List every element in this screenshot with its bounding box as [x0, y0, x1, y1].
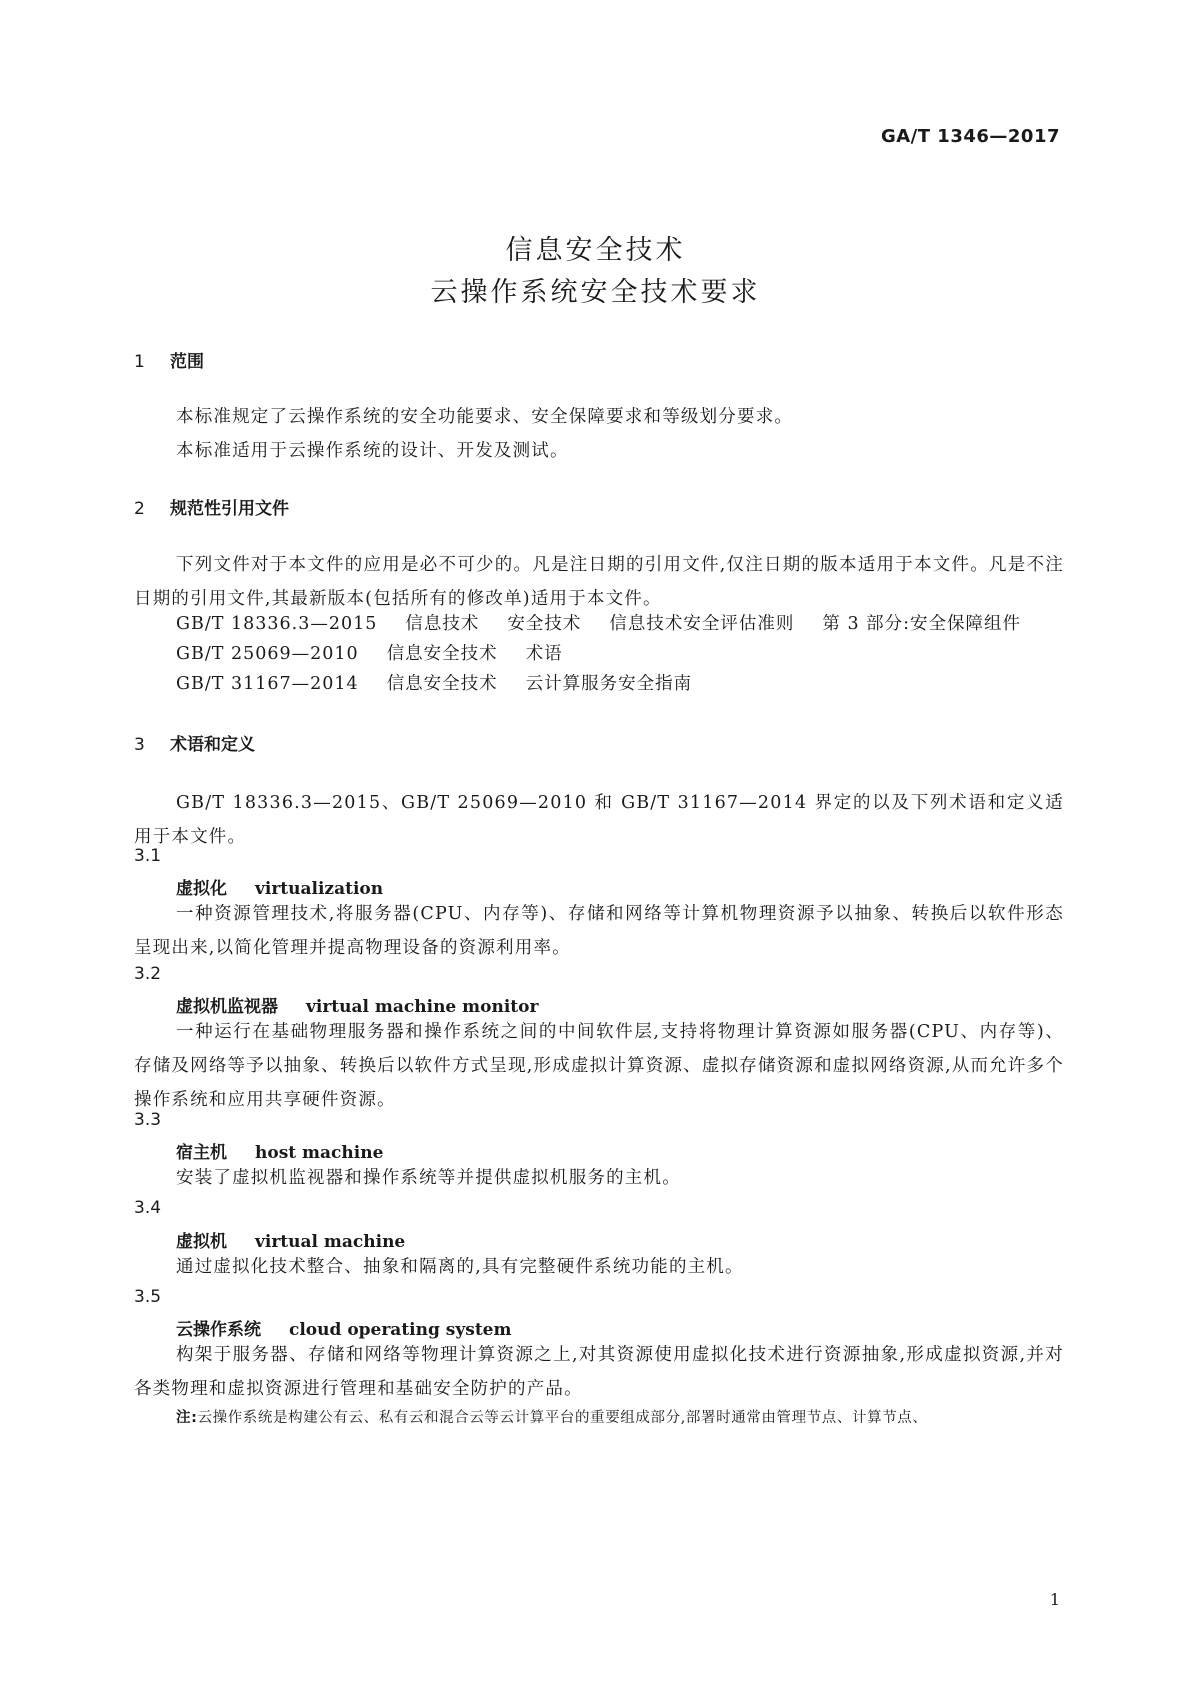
- term-definition: 通过虚拟化技术整合、抽象和隔离的,具有完整硬件系统功能的主机。: [176, 1257, 744, 1277]
- section-1-paragraph-1: 本标准规定了云操作系统的安全功能要求、安全保障要求和等级划分要求。: [176, 407, 794, 427]
- reference-code: GB/T 31167—2014: [176, 674, 359, 694]
- section-1-heading: [134, 347, 204, 372]
- reference-part: 信息技术: [405, 614, 480, 634]
- term-zh: 虚拟化: [176, 879, 227, 899]
- term-en: host machine: [255, 1143, 384, 1163]
- term-number: 3.4: [134, 1198, 162, 1218]
- reference-part: 术语: [525, 644, 563, 664]
- section-2-intro: 下列文件对于本文件的应用是必不可少的。凡是注日期的引用文件,仅注日期的版本适用于本文件。凡是不注日期的引用文件,其最新版本(包括所有的修改单)适用于本文件。: [134, 555, 1064, 609]
- section-2-heading: [134, 494, 289, 519]
- section-3-heading: [134, 730, 255, 755]
- section-number: 1: [134, 352, 145, 372]
- term-zh: 云操作系统: [176, 1320, 261, 1340]
- reference-part: 信息安全技术: [386, 644, 498, 664]
- term-definition: 一种资源管理技术,将服务器(CPU、内存等)、存储和网络等计算机物理资源予以抽象、转换后以软件形态呈现出来,以简化管理并提高物理设备的资源利用率。: [134, 904, 1064, 958]
- reference-part: 安全技术: [507, 614, 582, 634]
- term-heading: [176, 992, 538, 1017]
- document-title-line1: 信息安全技术: [505, 235, 686, 266]
- section-3-intro: GB/T 18336.3—2015、GB/T 25069—2010 和 GB/T 31167—2014 界定的以及下列术语和定义适用于本文件。: [134, 793, 1064, 847]
- reference-code: GB/T 18336.3—2015: [176, 614, 378, 634]
- section-number: 2: [134, 499, 145, 519]
- note: [176, 1406, 928, 1427]
- term-heading: [176, 1227, 405, 1252]
- document-title-line2: 云操作系统安全技术要求: [430, 277, 761, 308]
- term-zh: 虚拟机: [176, 1232, 227, 1252]
- reference-code: GB/T 25069—2010: [176, 644, 359, 664]
- term-definition: 构架于服务器、存储和网络等物理计算资源之上,对其资源使用虚拟化技术进行资源抽象,形成虚拟资源,并对各类物理和虚拟资源进行管理和基础安全防护的产品。: [134, 1345, 1064, 1399]
- term-heading: [176, 1138, 383, 1163]
- term-zh: 宿主机: [176, 1143, 227, 1163]
- term-number: 3.1: [134, 846, 162, 866]
- term-number: 3.3: [134, 1110, 162, 1130]
- standard-code: GA/T 1346—2017: [880, 126, 1060, 147]
- reference-item: [176, 640, 563, 665]
- note-text: 云操作系统是构建公有云、私有云和混合云等云计算平台的重要组成部分,部署时通常由管理节点、计算节点、: [197, 1410, 928, 1426]
- term-en: virtualization: [255, 879, 384, 899]
- term-en: virtual machine monitor: [306, 997, 539, 1017]
- reference-part: 云计算服务安全指南: [525, 674, 693, 694]
- term-en: virtual machine: [255, 1232, 406, 1252]
- term-heading: [176, 1315, 511, 1340]
- term-definition: 一种运行在基础物理服务器和操作系统之间的中间软件层,支持将物理计算资源如服务器(CPU、内存等)、存储及网络等予以抽象、转换后以软件方式呈现,形成虚拟计算资源、虚拟存储资源和虚拟网络资源,从而允许多个操作系统和应用共享硬件资源。: [134, 1022, 1064, 1110]
- reference-item: [176, 610, 1021, 635]
- term-heading: [176, 874, 383, 899]
- term-zh: 虚拟机监视器: [176, 997, 278, 1017]
- term-number: 3.5: [134, 1287, 162, 1307]
- section-title: 术语和定义: [170, 735, 255, 755]
- page-number: 1: [1049, 1590, 1060, 1609]
- note-label: 注:: [176, 1410, 198, 1426]
- section-number: 3: [134, 735, 145, 755]
- term-en: cloud operating system: [289, 1320, 512, 1340]
- reference-part: 第 3 部分:安全保障组件: [822, 614, 1022, 634]
- section-title: 范围: [170, 352, 204, 372]
- term-definition: 安装了虚拟机监视器和操作系统等并提供虚拟机服务的主机。: [176, 1168, 681, 1188]
- reference-item: [176, 670, 692, 695]
- reference-part: 信息技术安全评估准则: [609, 614, 795, 634]
- term-number: 3.2: [134, 964, 162, 984]
- section-title: 规范性引用文件: [170, 499, 289, 519]
- section-1-paragraph-2: 本标准适用于云操作系统的设计、开发及测试。: [176, 441, 569, 461]
- reference-part: 信息安全技术: [386, 674, 498, 694]
